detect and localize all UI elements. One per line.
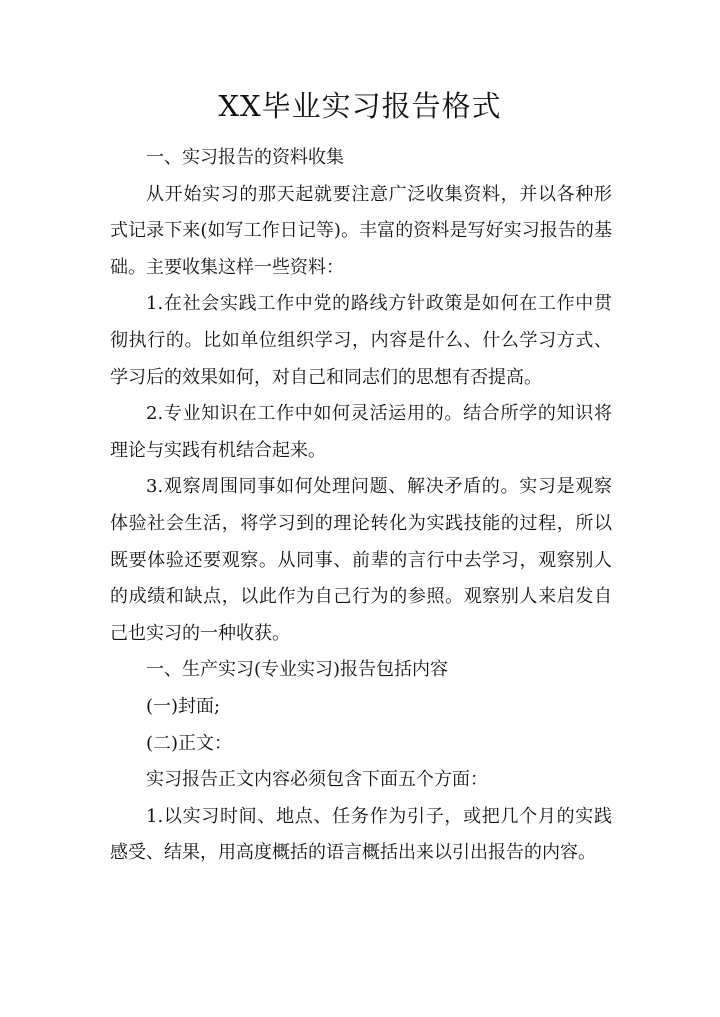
document-title: XX毕业实习报告格式 [218,89,502,123]
subsection-cover: (一)封面; [146,695,221,717]
list-item-3: 3.观察周围同事如何处理问题、解决矛盾的。实习是观察体验社会生活，将学习到的理论转化为实践技能的过程，所以既要体验还要观察。从同事、前辈的言行中去学习，观察别人的成绩和缺点，以此作为自己行为的参照。观察别人来启发自己也实习的一种收获。 [110,476,612,644]
list-item-1: 1.在社会实践工作中党的路线方针政策是如何在工作中贯彻执行的。比如单位组织学习，内容是什么、什么学习方式、学习后的效果如何，对自己和同志们的思想有否提高。 [110,293,612,388]
subsection-body: (二)正文： [146,732,233,754]
body-paragraph-five-aspects: 实习报告正文内容必须包含下面五个方面： [146,769,488,791]
document-body [110,140,612,872]
section-heading-report-contents: 一、生产实习(专业实习)报告包括内容 [146,659,449,681]
list-item-2: 2.专业知识在工作中如何灵活运用的。结合所学的知识将理论与实践有机结合起来。 [110,403,612,461]
list-item-aspect-1: 1.以实习时间、地点、任务作为引子，或把几个月的实践感受、结果，用高度概括的语言概括出来以引出报告的内容。 [110,805,612,864]
body-paragraph: 从开始实习的那天起就要注意广泛收集资料，并以各种形式记录下来(如写工作日记等)。丰富的资料是写好实习报告的基础。主要收集这样一些资料： [110,183,612,278]
section-heading-material-collection: 一、实习报告的资料收集 [146,147,344,168]
